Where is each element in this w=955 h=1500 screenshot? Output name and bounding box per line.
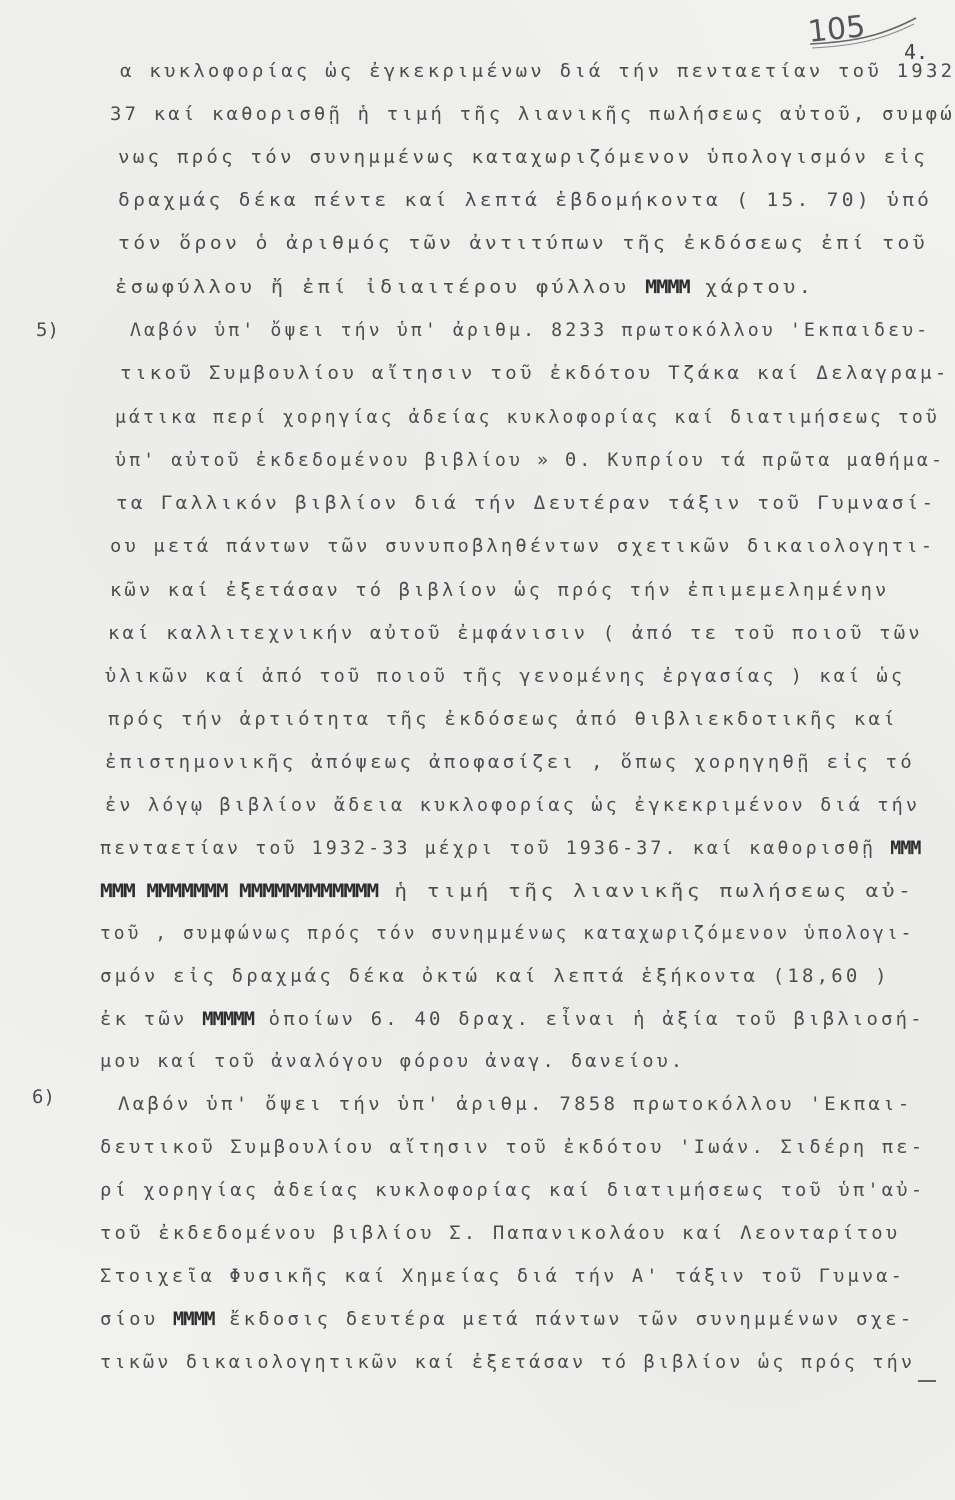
text-line <box>100 1222 900 1244</box>
line-text: α κυκλοφορίας ὡς ἐγκεκριμένων διά τήν πενταετίαν τοῦ 1932 <box>120 60 955 82</box>
strikeout-overtype: ΜΜΜΜ <box>645 276 690 298</box>
text-line <box>118 189 932 211</box>
text-line <box>108 622 923 644</box>
line-dash <box>918 1380 936 1382</box>
text-line <box>108 708 898 730</box>
text-line <box>100 1136 925 1158</box>
text-line <box>110 103 955 125</box>
line-text: 37 καί καθορισθῇ ἡ τιμή τῆς λιανικῆς πωλήσεως αὐτοῦ, συμφώ <box>110 103 955 125</box>
line-text: πενταετίαν τοῦ 1932-33 μέχρι τοῦ 1936-37. καί καθορισθῇ <box>100 837 891 859</box>
line-text: ἐσωφύλλου ἤ ἐπί ἰδιαιτέρου φύλλου <box>115 276 646 298</box>
item-number-6: 6) <box>32 1086 55 1108</box>
text-line <box>105 751 915 773</box>
line-text: ὁποίων 6. 40 δραχ. εἶναι ἡ ἀξία τοῦ βιβλιοσή- <box>254 1008 925 1030</box>
text-line <box>100 1050 685 1072</box>
line-text: ἐν λόγῳ βιβλίον ἄδεια κυκλοφορίας ὡς ἐγκεκριμένον διά τήν <box>105 794 921 816</box>
line-text: τοῦ ἐκδεδομένου βιβλίου Σ. Παπανικολάου καί Λεονταρίτου <box>100 1222 901 1244</box>
line-text: ου μετά πάντων τῶν συνυποβληθέντων σχετικῶν δικαιολογητι- <box>110 535 936 557</box>
line-text: τα Γαλλικόν βιβλίον διά τήν Δευτέραν τάξιν τοῦ Γυμνασί- <box>116 492 937 514</box>
line-text: δραχμάς δέκα πέντε καί λεπτά ἑβδομήκοντα ( 15. 70) ὑπό <box>118 189 933 211</box>
line-text: ὑλικῶν καί ἀπό τοῦ ποιοῦ τῆς γενομένης ἐργασίας ) καί ὡς <box>105 665 906 687</box>
text-line <box>118 1093 912 1115</box>
strikeout-overtype: ΜΜΜ ΜΜΜΜΜΜΜ ΜΜΜΜΜΜΜΜΜΜΜΜ <box>100 880 379 902</box>
line-text: ἐκ τῶν <box>100 1008 203 1030</box>
line-text: Λαβόν ὑπ' ὄψει τήν ὑπ' ἀριθμ. 7858 πρωτοκόλλου 'Εκπαι- <box>118 1093 913 1115</box>
line-text: νως πρός τόν συνημμένως καταχωριζόμενον ὑπολογισμόν εἰς <box>118 146 928 168</box>
strikeout-overtype: ΜΜΜΜ <box>172 1308 215 1330</box>
line-text: καί καλλιτεχνικήν αὐτοῦ ἐμφάνισιν ( ἀπό τε τοῦ ποιοῦ τῶν <box>108 622 923 644</box>
line-text: πρός τήν ἀρτιότητα τῆς ἐκδόσεως ἀπό θιβλιεκδοτικῆς καί <box>108 708 898 730</box>
text-line <box>120 60 955 82</box>
line-text: ρί χορηγίας ἀδείας κυκλοφορίας καί διατιμήσεως τοῦ ὑπ'αὐ- <box>100 1179 926 1201</box>
strikeout-overtype: ΜΜΜΜΜ <box>202 1008 255 1030</box>
text-line <box>115 449 945 471</box>
line-text: τοῦ , συμφώνως πρός τόν συνημμένως καταχωριζόμενον ὑπολογι- <box>100 922 915 944</box>
line-text: κῶν καί ἐξετάσαν τό βιβλίον ὡς πρός τήν ἐπιμεμελημένην <box>110 579 890 601</box>
text-line <box>116 492 936 514</box>
text-line <box>100 1265 905 1287</box>
text-line <box>100 880 914 902</box>
folio-number: 105 <box>806 9 867 50</box>
strikeout-overtype: ΜΜΜ <box>890 837 921 859</box>
text-line <box>100 1008 925 1030</box>
text-line <box>100 1351 915 1373</box>
text-line <box>105 665 905 687</box>
text-line <box>120 362 950 384</box>
line-text: ὑπ' αὐτοῦ ἐκδεδομένου βιβλίου » Θ. Κυπρίου τά πρῶτα μαθήμα- <box>115 449 946 471</box>
text-line <box>100 1308 914 1330</box>
text-line <box>115 276 814 298</box>
line-text: ἔκδοσις δευτέρα μετά πάντων τῶν συνημμένων σχε- <box>214 1308 915 1330</box>
line-text: τικοῦ Συμβουλίου αἴτησιν τοῦ ἐκδότου Τζάκα καί Δελαγραμ- <box>120 362 950 384</box>
text-line <box>115 406 940 428</box>
text-line <box>100 1179 925 1201</box>
line-text: χάρτου. <box>689 276 815 298</box>
text-line <box>118 232 928 254</box>
text-line <box>130 319 930 341</box>
line-text: τόν ὅρον ὁ ἀριθμός τῶν ἀντιτύπων τῆς ἐκδόσεως ἐπί τοῦ <box>118 232 929 254</box>
line-text: ἐπιστημονικῆς ἀπόψεως ἀποφασίζει , ὅπως χορηγηθῇ εἰς τό <box>105 751 915 773</box>
line-text: μου καί τοῦ ἀναλόγου φόρου ἀναγ. δανείου. <box>100 1050 686 1072</box>
line-text: τικῶν δικαιολογητικῶν καί ἐξετάσαν τό βιβλίον ὡς πρός τήν <box>100 1351 916 1373</box>
text-line <box>100 837 920 859</box>
text-line <box>110 535 935 557</box>
text-line <box>110 579 889 601</box>
line-text: μάτικα περί χορηγίας ἀδείας κυκλοφορίας καί διατιμήσεως τοῦ <box>115 406 940 428</box>
line-text: δευτικοῦ Συμβουλίου αἴτησιν τοῦ ἐκδότου 'Ιωάν. Σιδέρη πε- <box>100 1136 926 1158</box>
item-number-5: 5) <box>36 319 59 341</box>
line-text: σίου <box>100 1308 173 1330</box>
text-line <box>100 965 890 987</box>
page-number: 4. <box>904 40 929 64</box>
line-text: σμόν εἰς δραχμάς δέκα ὀκτώ καί λεπτά ἑξήκοντα (18,60 ) <box>100 965 890 987</box>
text-line <box>118 146 928 168</box>
line-text: ἡ τιμή τῆς λιανικῆς πωλήσεως αὐ- <box>378 880 915 902</box>
line-text: Στοιχεῖα Φυσικῆς καί Χημείας διά τήν Α' τάξιν τοῦ Γυμνα- <box>100 1265 906 1287</box>
line-text: Λαβόν ὑπ' ὄψει τήν ὑπ' ἀριθμ. 8233 πρωτοκόλλου 'Εκπαιδευ- <box>130 319 931 341</box>
text-line <box>105 794 920 816</box>
text-line <box>100 922 914 944</box>
